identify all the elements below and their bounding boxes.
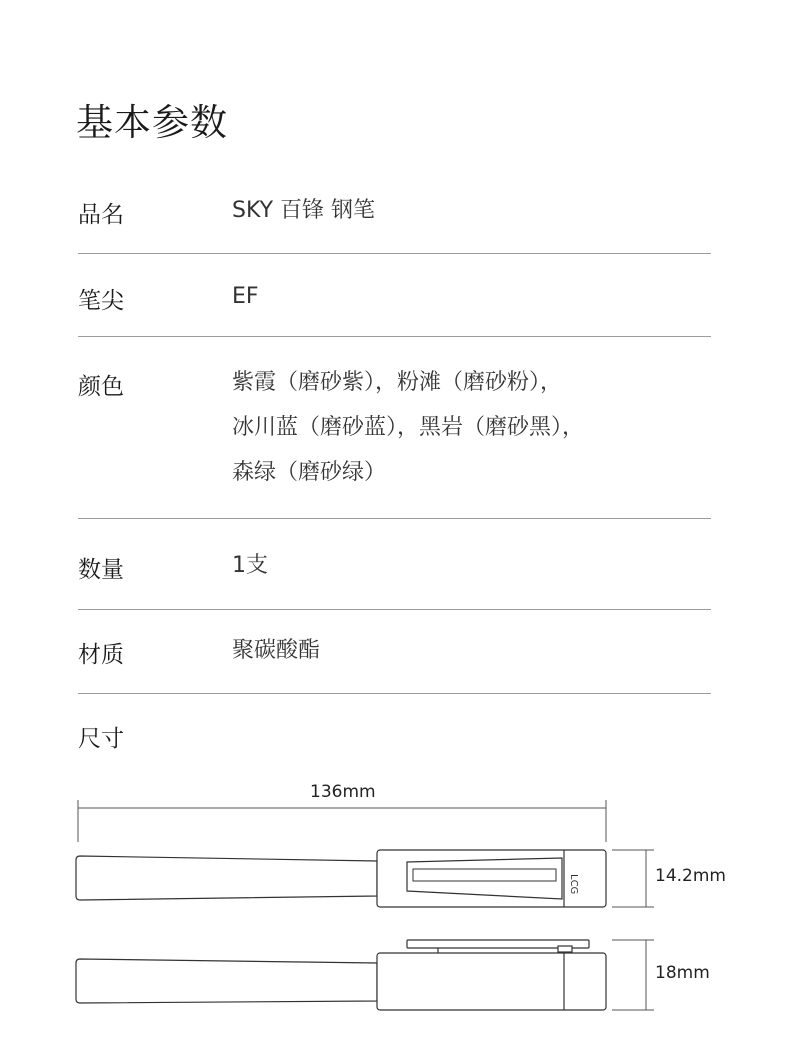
pen-barrel-side	[76, 959, 377, 1003]
spec-label-color: 颜色	[78, 374, 124, 400]
diameter-dimension: 14.2mm	[655, 866, 726, 886]
diameter-dimension-line	[612, 850, 654, 907]
color-line-3: 森绿（磨砂绿）	[232, 460, 387, 485]
clip-height-dimension: 18mm	[655, 963, 710, 983]
spec-label-name: 品名	[78, 202, 124, 228]
pen-side-view	[76, 940, 606, 1010]
length-dimension-line	[78, 800, 606, 842]
clip-height-dimension-line	[612, 940, 654, 1010]
pen-barrel-top	[76, 856, 377, 900]
clip-bump	[558, 946, 572, 952]
spec-label-material: 材质	[78, 642, 124, 668]
logo-mark-icon: LCG	[568, 874, 579, 895]
length-dimension: 136mm	[310, 782, 376, 802]
spec-value-quantity: 1支	[232, 553, 268, 578]
color-line-2: 冰川蓝（磨砂蓝），黑岩（磨砂黑），	[232, 415, 585, 440]
spec-label-nib: 笔尖	[78, 288, 124, 314]
spec-value-name: SKY 百锋 钢笔	[232, 198, 376, 223]
color-line-1: 紫霞（磨砂紫），粉滩（磨砂粉），	[232, 370, 563, 395]
pen-cap-side	[377, 953, 606, 1010]
spec-value-nib: EF	[232, 284, 259, 309]
page-title: 基本参数	[76, 101, 228, 144]
spec-label-quantity: 数量	[78, 557, 124, 583]
pen-top-view	[76, 850, 606, 907]
spec-value-material: 聚碳酸酯	[232, 638, 321, 663]
size-section-label: 尺寸	[78, 726, 124, 752]
